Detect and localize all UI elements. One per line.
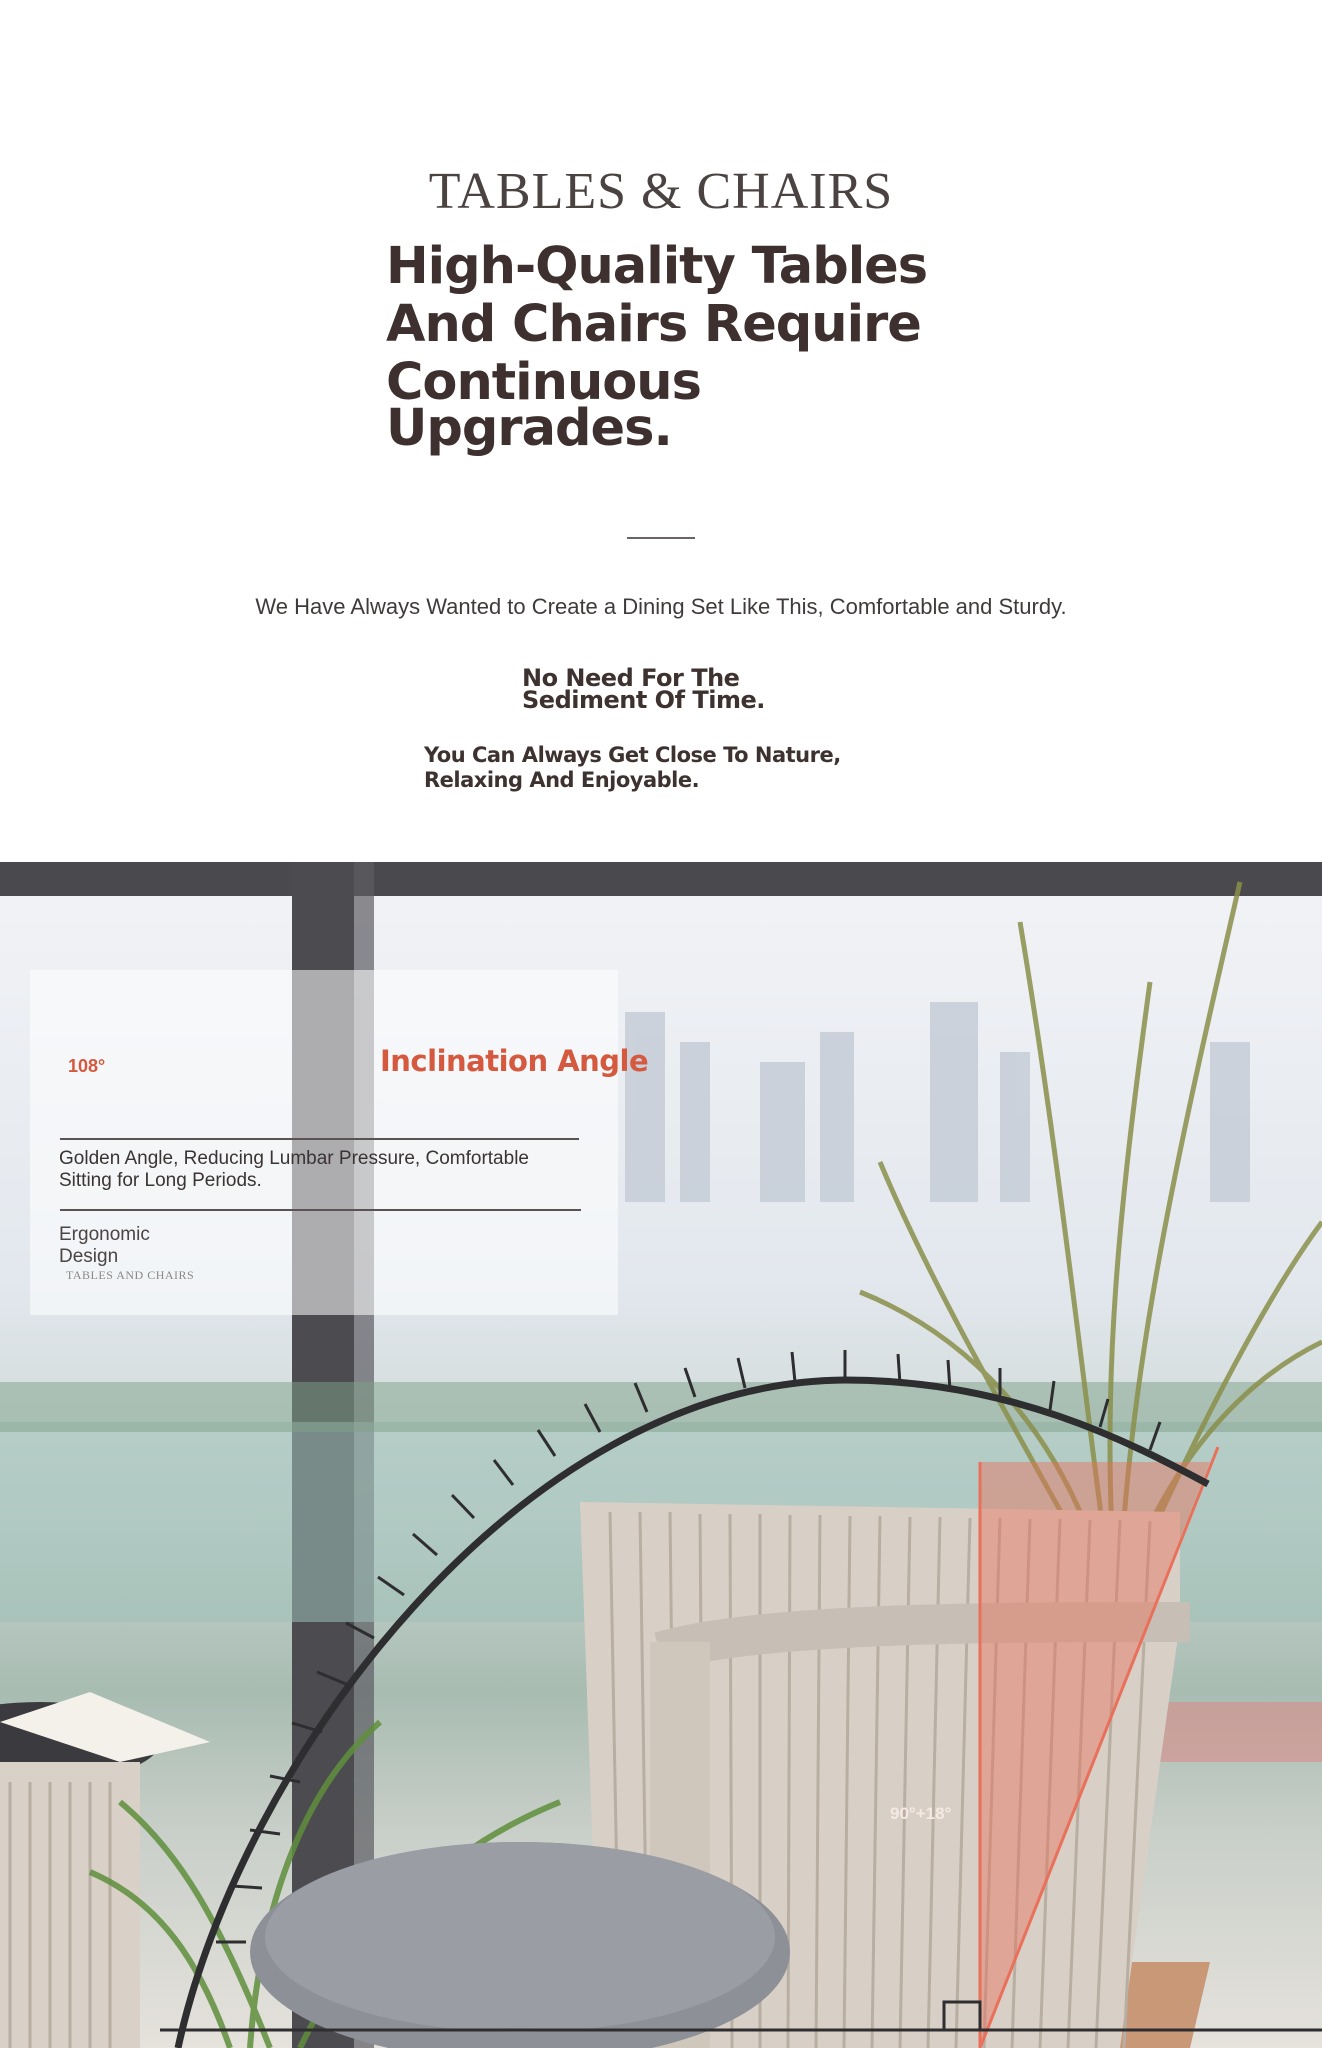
angle-formula: 90°+18° — [890, 1804, 952, 1823]
feature-description — [59, 1148, 579, 1192]
section-divider — [627, 537, 695, 539]
subheading-sediment-line-2: Sediment Of Time. — [522, 686, 765, 714]
feature-description-line-1: Golden Angle, Reducing Lumbar Pressure, Comfortable — [59, 1148, 529, 1169]
tagline: We Have Always Wanted to Create a Dining Set Like This, Comfortable and Sturdy. — [255, 594, 1067, 619]
headline-line-3: Continuous — [386, 353, 701, 412]
subheading-nature-line-1: You Can Always Get Close To Nature, — [424, 743, 841, 767]
feature-rule-top — [60, 1138, 579, 1140]
ergonomic-label-line-1: Ergonomic — [59, 1224, 150, 1245]
angle-value: 108° — [68, 1056, 106, 1076]
headline-line-4: Upgrades. — [386, 399, 672, 458]
headline-line-2: And Chairs Require — [386, 295, 921, 354]
subheading-sediment — [522, 664, 822, 714]
headline — [386, 238, 946, 458]
ergonomic-label-line-2: Design — [59, 1246, 119, 1267]
subheading-nature-line-2: Relaxing And Enjoyable. — [424, 768, 700, 792]
feature-rule-bottom — [60, 1209, 581, 1211]
headline-line-1: High-Quality Tables — [386, 237, 928, 296]
subheading-sediment-line-1: No Need For The — [522, 664, 740, 692]
brand-title: TABLES & CHAIRS — [428, 163, 894, 220]
feature-description-line-2: Sitting for Long Periods. — [59, 1170, 262, 1191]
ergonomic-brand-caption: TABLES AND CHAIRS — [66, 1268, 195, 1282]
ergonomic-design-label — [59, 1224, 199, 1268]
inclination-angle-title: Inclination Angle — [380, 1044, 649, 1078]
subheading-nature — [424, 743, 884, 793]
